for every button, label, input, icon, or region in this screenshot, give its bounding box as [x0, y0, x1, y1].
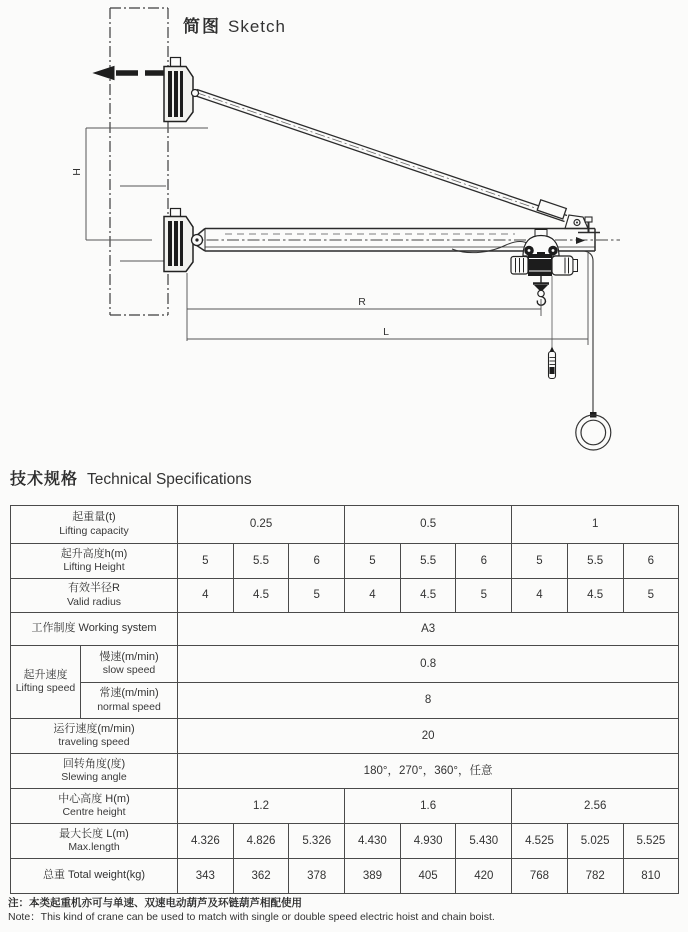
footnote: [8, 896, 495, 924]
pendant-control: [549, 276, 556, 379]
spec-value-cell: 1.6: [345, 789, 512, 824]
spec-row-lifting-speed-slow: [11, 646, 679, 683]
spec-value-cell: 5.5: [567, 544, 623, 579]
spec-value-cell: 4.5: [567, 579, 623, 613]
spec-row-lifting-speed-normal: [11, 683, 679, 719]
spec-value-cell: 5: [178, 544, 234, 579]
hoist-motor: [552, 256, 573, 275]
spec-value-cell: 420: [456, 859, 512, 894]
spec-value-cell: 4: [512, 579, 568, 613]
spec-value-cell: 4: [345, 579, 401, 613]
bottom-wall-bracket: [164, 209, 203, 272]
spec-value-cell: 5.430: [456, 824, 512, 859]
spec-row-max-length: [11, 824, 679, 859]
sketch-title-en: Sketch: [228, 17, 286, 36]
spec-value-cell: 4.5: [233, 579, 289, 613]
tech-specs-title-en: Technical Specifications: [87, 471, 252, 488]
dim-label-l: L: [383, 326, 389, 338]
crane-sketch-drawing: [0, 0, 688, 465]
spec-value-cell: 0.5: [345, 506, 512, 544]
spec-value-cell: 5: [623, 579, 679, 613]
sketch-title: [183, 12, 286, 37]
spec-value-cell: 20: [178, 719, 679, 754]
row-label-lifting-capacity: 起重量(t) Lifting capacity: [11, 506, 178, 544]
footnote-zh: 注：本类起重机亦可与单速、双速电动葫芦及环链葫芦相配使用: [8, 897, 302, 909]
anchor-arrow: [94, 67, 168, 80]
row-label-valid-radius: 有效半径R Valid radius: [11, 579, 178, 613]
tip-cable: [584, 251, 593, 415]
spec-value-cell: 4.5: [400, 579, 456, 613]
spec-value-cell: 5.025: [567, 824, 623, 859]
spec-value-cell: 810: [623, 859, 679, 894]
spec-value-cell: 5.5: [233, 544, 289, 579]
hoist-trolley: [523, 230, 559, 259]
spec-value-cell: 0.8: [178, 646, 679, 683]
dim-label-h: H: [71, 168, 83, 176]
spec-value-cell: 4: [178, 579, 234, 613]
spec-row-valid-radius: [11, 579, 679, 613]
spec-value-cell: 5.326: [289, 824, 345, 859]
spec-value-cell: 2.56: [512, 789, 679, 824]
spec-row-total-weight: [11, 859, 679, 894]
row-label-normal-speed: 常速(m/min) normal speed: [81, 683, 178, 719]
footnote-en: Note：This kind of crane can be used to match with single or double speed electric hoist and chain boist.: [8, 911, 495, 924]
row-label-max-length: 最大长度 L(m) Max.length: [11, 824, 178, 859]
row-label-traveling-speed: 运行速度(m/min) traveling speed: [11, 719, 178, 754]
row-label-working-system: 工作制度 Working system: [11, 613, 178, 646]
row-label-slewing-angle: 回转角度(度) Slewing angle: [11, 754, 178, 789]
spec-value-cell: 8: [178, 683, 679, 719]
tie-rod: [195, 90, 568, 222]
spec-value-cell: 180°，270°，360°，任意: [178, 754, 679, 789]
spec-value-cell: 4.525: [512, 824, 568, 859]
top-wall-bracket: [164, 58, 199, 122]
spec-value-cell: 1: [512, 506, 679, 544]
row-label-slow-speed: 慢速(m/min) slow speed: [81, 646, 178, 683]
lifting-ring: [576, 412, 611, 450]
wall-column: [110, 8, 168, 315]
spec-row-traveling-speed: [11, 719, 679, 754]
sketch-title-zh: 简图: [183, 17, 221, 36]
spec-row-working-system: [11, 613, 679, 646]
spec-value-cell: 6: [456, 544, 512, 579]
dim-label-r: R: [358, 296, 366, 308]
spec-value-cell: 1.2: [178, 789, 345, 824]
spec-value-cell: 362: [233, 859, 289, 894]
spec-value-cell: 378: [289, 859, 345, 894]
spec-value-cell: 4.930: [400, 824, 456, 859]
rope-drum: [528, 254, 552, 276]
row-label-lifting-height: 起升高度h(m) Lifting Height: [11, 544, 178, 579]
spec-value-cell: 5: [289, 579, 345, 613]
spec-value-cell: 343: [178, 859, 234, 894]
spec-value-cell: 4.326: [178, 824, 234, 859]
spec-value-cell: 5.5: [400, 544, 456, 579]
spec-row-lifting-capacity: [11, 506, 679, 544]
turnbuckle: [537, 200, 566, 219]
spec-value-cell: 6: [289, 544, 345, 579]
spec-value-cell: 405: [400, 859, 456, 894]
tech-specs-title-zh: 技术规格: [10, 471, 79, 488]
spec-value-cell: 5.525: [623, 824, 679, 859]
row-label-lifting-speed: 起升速度 Lifting speed: [11, 646, 81, 719]
spec-value-cell: 4.826: [233, 824, 289, 859]
spec-row-slewing-angle: [11, 754, 679, 789]
spec-table: [10, 505, 679, 894]
spec-value-cell: 5: [345, 544, 401, 579]
row-label-centre-height: 中心高度 H(m) Centre height: [11, 789, 178, 824]
spec-value-cell: A3: [178, 613, 679, 646]
spec-value-cell: 5: [512, 544, 568, 579]
spec-value-cell: 5: [456, 579, 512, 613]
spec-row-centre-height: [11, 789, 679, 824]
spec-value-cell: 389: [345, 859, 401, 894]
spec-value-cell: 782: [567, 859, 623, 894]
spec-value-cell: 6: [623, 544, 679, 579]
electric-hoist: [511, 254, 578, 276]
spec-row-lifting-height: [11, 544, 679, 579]
spec-value-cell: 0.25: [178, 506, 345, 544]
tech-specs-title: [10, 466, 252, 489]
row-label-total-weight: 总重 Total weight(kg): [11, 859, 178, 894]
spec-value-cell: 4.430: [345, 824, 401, 859]
spec-value-cell: 768: [512, 859, 568, 894]
